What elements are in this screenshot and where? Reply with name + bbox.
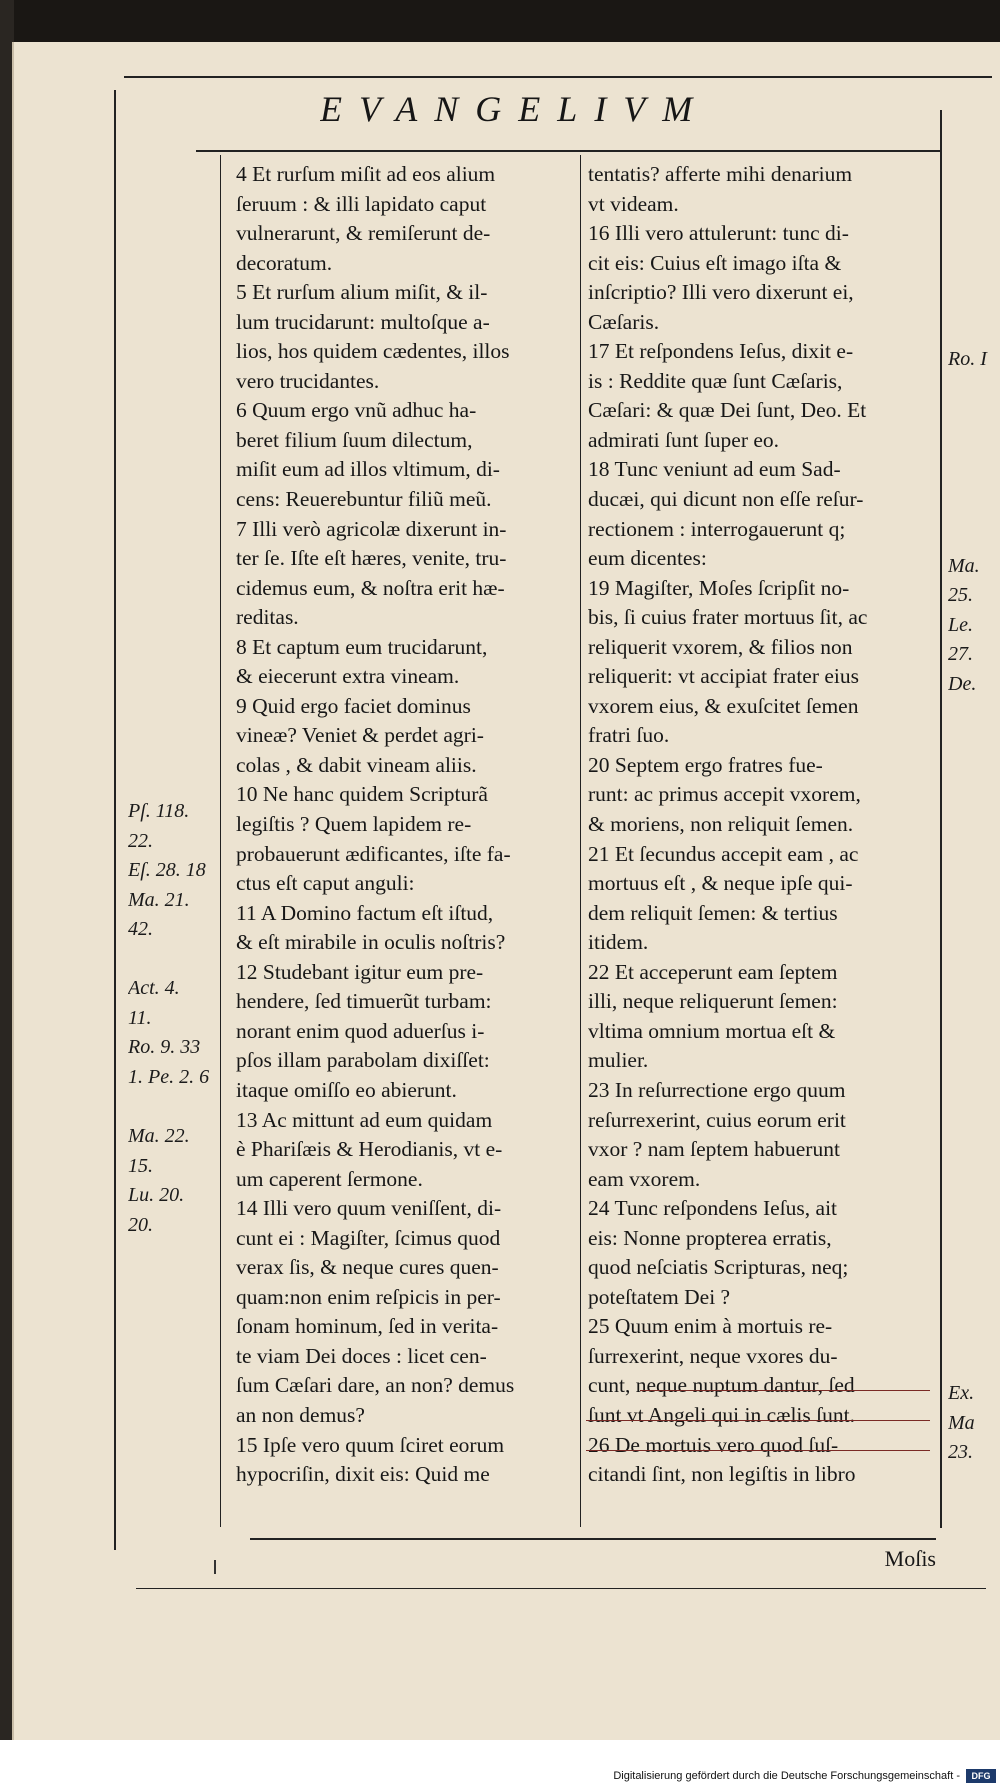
margin-reference xyxy=(948,1261,1000,1291)
text-line: 18 Tunc veniunt ad eum Sad- xyxy=(588,457,841,482)
text-line: admirati ſunt ſuper eo. xyxy=(588,427,780,452)
text-line: 19 Magiſter, Moſes ſcripſit no- xyxy=(588,575,850,600)
text-line: ſonam hominum, ſed in verita- xyxy=(236,1314,499,1339)
text-line: Cæſaris. xyxy=(588,309,660,334)
text-line: dem reliquit ſemen: & tertius xyxy=(588,900,838,925)
red-underline-3 xyxy=(586,1450,930,1451)
margin-reference xyxy=(948,375,1000,405)
catchword: Moſis xyxy=(884,1546,936,1571)
text-line: te viam Dei doces : licet cen- xyxy=(236,1343,487,1368)
column-divider xyxy=(580,155,581,1527)
text-line: fratri ſuo. xyxy=(588,723,670,748)
text-right-rule xyxy=(940,110,942,1528)
text-line: is : Reddite quæ ſunt Cæſaris, xyxy=(588,368,843,393)
text-line: reliquerit vxorem, & filios non xyxy=(588,634,853,659)
text-line: colas , & dabit vineam aliis. xyxy=(236,752,477,777)
margin-reference xyxy=(948,818,1000,848)
text-line: mulier. xyxy=(588,1048,649,1073)
margin-reference xyxy=(948,995,1000,1025)
text-line: è Phariſæis & Herodianis, vt e- xyxy=(236,1137,503,1162)
margin-reference xyxy=(948,1202,1000,1232)
text-line: itaque omiſſo eo abierunt. xyxy=(236,1077,457,1102)
text-line: 24 Tunc reſpondens Ieſus, ait xyxy=(588,1196,838,1221)
left-margin-references xyxy=(128,797,224,1240)
text-line: probauerunt ædificantes, iſte fa- xyxy=(236,841,511,866)
text-line: reliquerit: vt accipiat frater eius xyxy=(588,664,860,689)
text-line: & moriens, non reliquit ſemen. xyxy=(588,812,854,837)
text-line: ſunt vt Angeli qui in cælis ſunt. xyxy=(588,1402,855,1427)
margin-reference: Eſ. 28. 18 xyxy=(128,859,206,882)
margin-reference xyxy=(948,1025,1000,1055)
margin-reference xyxy=(948,1172,1000,1202)
text-line: eam vxorem. xyxy=(588,1166,701,1191)
text-line: inſcriptio? Illi vero dixerunt ei, xyxy=(588,280,854,305)
text-line: bis, ſi cuius frater mortuus ſit, ac xyxy=(588,605,868,630)
running-title: EVANGELIVM xyxy=(320,89,710,129)
margin-reference: Ro. I xyxy=(948,348,987,370)
margin-reference: Ro. 9. 33 xyxy=(128,1036,201,1059)
margin-reference xyxy=(948,936,1000,966)
text-line: 12 Studebant igitur eum pre- xyxy=(236,959,484,984)
red-underline-1 xyxy=(640,1390,930,1391)
margin-reference: 11. xyxy=(128,1006,152,1029)
text-line: vt videam. xyxy=(588,191,679,216)
right-text-column xyxy=(588,160,940,1490)
margin-reference xyxy=(948,965,1000,995)
text-line: hendere, ſed timuerũt turbam: xyxy=(236,989,492,1014)
margin-reference xyxy=(948,522,1000,552)
text-line: 14 Illi vero quum veniſſent, di- xyxy=(236,1196,502,1221)
margin-reference: Lu. 20. xyxy=(128,1184,185,1207)
text-line: tentatis? afferte mihi denarium xyxy=(588,162,853,186)
text-line: 8 Et captum eum trucidarunt, xyxy=(236,634,488,659)
text-line: 9 Quid ergo faciet dominus xyxy=(236,693,471,718)
margin-reference: Act. 4. xyxy=(128,977,180,1000)
text-line: 11 A Domino factum eſt iſtud, xyxy=(236,900,494,925)
right-margin-references xyxy=(948,345,1000,1468)
text-line: cens: Reuerebuntur filiũ meũ. xyxy=(236,487,492,512)
left-text-column xyxy=(236,160,576,1490)
text-line: 7 Illi verò agricolæ dixerunt in- xyxy=(236,516,507,541)
text-line: cunt, neque nuptum dantur, ſed xyxy=(588,1373,855,1398)
margin-reference xyxy=(128,1092,224,1122)
footer-credit: Digitalisierung gefördert durch die Deutsche Forschungsgemeinschaft - xyxy=(613,1770,960,1782)
text-line: eis: Nonne propterea erratis, xyxy=(588,1225,832,1250)
margin-reference: Ex. xyxy=(948,1382,975,1405)
text-line: 5 Et rurſum alium miſit, & il- xyxy=(236,280,488,305)
margin-reference xyxy=(948,434,1000,464)
text-line: cit eis: Cuius eſt imago iſta & xyxy=(588,250,842,275)
margin-reference xyxy=(948,1084,1000,1114)
margin-reference xyxy=(948,877,1000,907)
margin-reference xyxy=(948,700,1000,730)
margin-reference: De. xyxy=(948,673,977,696)
text-line: an non demus? xyxy=(236,1402,365,1427)
text-line: eum dicentes: xyxy=(588,546,707,571)
text-line: ſurrexerint, neque vxores du- xyxy=(588,1343,838,1368)
margin-reference xyxy=(948,493,1000,523)
text-line: & eiecerunt extra vineam. xyxy=(236,664,460,689)
margin-reference xyxy=(948,759,1000,789)
text-line: rectionem : interrogauerunt q; xyxy=(588,516,846,541)
text-line: poteſtatem Dei ? xyxy=(588,1284,731,1309)
margin-reference: Ma. xyxy=(948,554,980,577)
margin-reference xyxy=(948,788,1000,818)
text-line: lios, hos quidem cædentes, illos xyxy=(236,339,510,364)
margin-reference xyxy=(948,847,1000,877)
margin-reference: 42. xyxy=(128,918,153,941)
margin-reference: 1. Pe. 2. 6 xyxy=(128,1065,210,1088)
stray-mark xyxy=(214,1560,216,1574)
margin-reference xyxy=(948,1291,1000,1321)
text-line: ducæi, qui dicunt non eſſe reſur- xyxy=(588,487,864,512)
text-line: hypocriſin, dixit eis: Quid me xyxy=(236,1462,490,1487)
text-line: beret filium ſuum dilectum, xyxy=(236,427,473,452)
text-line: 17 Et reſpondens Ieſus, dixit e- xyxy=(588,339,854,364)
text-line: norant enim quod aduerſus i- xyxy=(236,1018,485,1043)
margin-reference xyxy=(128,945,224,975)
margin-reference: 25. xyxy=(948,584,973,607)
text-line: 20 Septem ergo fratres fue- xyxy=(588,752,823,777)
text-line: vltima omnium mortua eſt & xyxy=(588,1018,836,1043)
bottom-rule xyxy=(250,1538,936,1540)
text-line: 25 Quum enim à mortuis re- xyxy=(588,1314,833,1339)
text-line: cidemus eum, & noſtra erit hæ- xyxy=(236,575,505,600)
text-line: 23 In reſurrectione ergo quum xyxy=(588,1077,846,1102)
margin-reference: Pſ. 118. xyxy=(128,800,190,822)
margin-reference: Ma. 22. xyxy=(128,1125,190,1148)
text-line: 21 Et ſecundus accepit eam , ac xyxy=(588,841,859,866)
text-line: 10 Ne hanc quidem Scripturã xyxy=(236,782,488,807)
margin-reference xyxy=(948,1231,1000,1261)
margin-reference: Le. xyxy=(948,613,973,636)
margin-reference xyxy=(948,1054,1000,1084)
text-line: Cæſari: & quæ Dei ſunt, Deo. Et xyxy=(588,398,867,423)
text-line: mortuus eſt , & neque ipſe qui- xyxy=(588,871,853,896)
text-line: 15 Ipſe vero quum ſciret eorum xyxy=(236,1432,505,1457)
text-line: vxorem eius, & exuſcitet ſemen xyxy=(588,693,859,718)
text-line: cunt ei : Magiſter, ſcimus quod xyxy=(236,1225,501,1250)
text-line: reditas. xyxy=(236,605,299,630)
text-line: lum trucidarunt: multoſque a- xyxy=(236,309,490,334)
page-bottom-rule xyxy=(136,1588,986,1589)
text-line: 13 Ac mittunt ad eum quidam xyxy=(236,1107,493,1132)
header-rule xyxy=(196,150,940,152)
text-line: illi, neque reliquerunt ſemen: xyxy=(588,989,838,1014)
text-line: vulnerarunt, & remiſerunt de- xyxy=(236,221,491,246)
margin-reference: Ma. 21. xyxy=(128,888,190,911)
text-line: miſit eum ad illos vltimum, di- xyxy=(236,457,500,482)
margin-reference xyxy=(948,463,1000,493)
text-line: 4 Et rurſum miſit ad eos alium xyxy=(236,162,496,186)
text-line: ter ſe. Iſte eſt hæres, venite, tru- xyxy=(236,546,507,571)
margin-reference: Ma xyxy=(948,1411,975,1434)
margin-reference xyxy=(948,404,1000,434)
margin-reference: 20. xyxy=(128,1213,153,1236)
text-line: vxor ? nam ſeptem habuerunt xyxy=(588,1137,840,1162)
text-line: vero trucidantes. xyxy=(236,368,380,393)
text-line: & eſt mirabile in oculis noſtris? xyxy=(236,930,506,955)
top-rule xyxy=(124,76,992,78)
text-line: ſum Cæſari dare, an non? demus xyxy=(236,1373,515,1398)
text-line: um caperent ſermone. xyxy=(236,1166,423,1191)
text-line: quod neſciatis Scripturas, neq; xyxy=(588,1255,849,1280)
margin-reference: 27. xyxy=(948,643,973,666)
margin-reference xyxy=(948,1320,1000,1350)
text-line: verax ſis, & neque cures quen- xyxy=(236,1255,499,1280)
margin-reference xyxy=(948,1143,1000,1173)
text-line: citandi ſint, non legiſtis in libro xyxy=(588,1462,856,1487)
text-line: vineæ? Veniet & perdet agri- xyxy=(236,723,484,748)
margin-reference: 23. xyxy=(948,1441,973,1464)
text-line: decoratum. xyxy=(236,250,333,275)
text-line: ctus eſt caput anguli: xyxy=(236,871,415,896)
text-line: pſos illam parabolam dixiſſet: xyxy=(236,1048,490,1073)
text-line: legiſtis ? Quem lapidem re- xyxy=(236,812,472,837)
text-line: 26 De mortuis vero quod ſuſ- xyxy=(588,1432,839,1457)
text-line: 16 Illi vero attulerunt: tunc di- xyxy=(588,221,849,246)
margin-reference: 15. xyxy=(128,1154,153,1177)
text-line: quam:non enim reſpicis in per- xyxy=(236,1284,501,1309)
text-line: ſeruum : & illi lapidato caput xyxy=(236,191,487,216)
margin-reference xyxy=(948,1350,1000,1380)
text-line: itidem. xyxy=(588,930,649,955)
margin-reference xyxy=(948,1113,1000,1143)
text-line: 22 Et acceperunt eam ſeptem xyxy=(588,959,838,984)
text-line: runt: ac primus accepit vxorem, xyxy=(588,782,861,807)
margin-reference xyxy=(948,906,1000,936)
red-underline-2 xyxy=(586,1420,930,1421)
text-line: 6 Quum ergo vnũ adhuc ha- xyxy=(236,398,477,423)
margin-reference: 22. xyxy=(128,829,153,852)
text-line: reſurrexerint, cuius eorum erit xyxy=(588,1107,846,1132)
margin-reference xyxy=(948,729,1000,759)
dfg-logo: DFG xyxy=(966,1769,996,1783)
outer-left-rule xyxy=(114,90,116,1550)
